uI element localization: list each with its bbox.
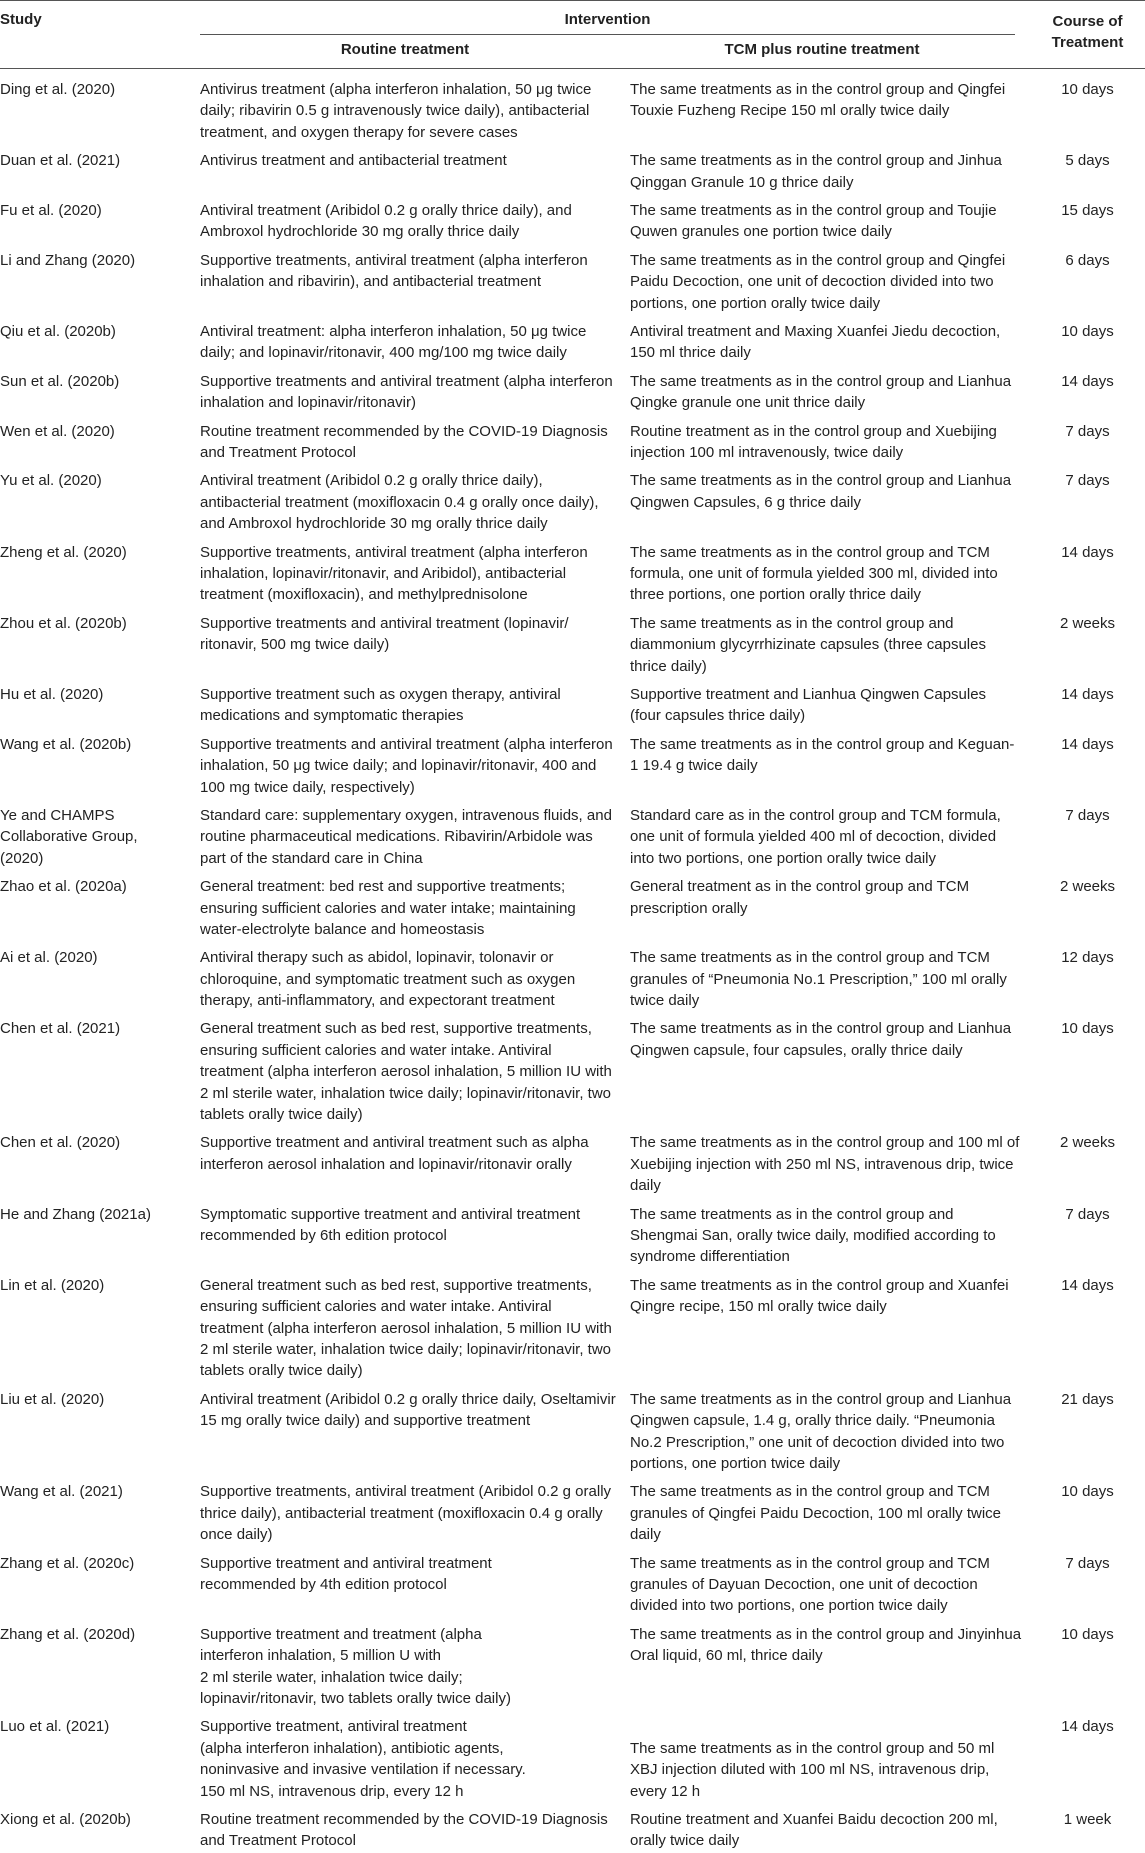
tcm-cell-line: formula, one unit of formula yielded 300 ml, divided into — [630, 564, 998, 582]
study-cell — [0, 1624, 135, 1645]
routine-cell — [200, 684, 561, 727]
tcm-cell-line: portions, one portion orally twice daily — [630, 294, 881, 312]
routine-cell-line: interferon aerosol inhalation and lopinavir/ritonavir orally — [200, 1155, 572, 1173]
tcm-cell-line: into two portions, one portion orally twice daily — [630, 849, 936, 867]
routine-cell-line: inhalation, lopinavir/ritonavir, and Aribidol), antibacterial — [200, 564, 567, 582]
study-cell — [0, 1553, 134, 1574]
study-cell — [0, 1809, 131, 1830]
routine-cell — [200, 79, 591, 143]
tcm-cell — [630, 1481, 1001, 1545]
course-cell: 2 weeks — [1059, 878, 1116, 896]
study-cell-line: He and Zhang (2021a) — [0, 1205, 151, 1223]
study-cell-line: Wen et al. (2020) — [0, 422, 115, 440]
course-cell: 2 weeks — [1059, 1134, 1116, 1152]
tcm-cell-line: one unit of formula yielded 400 ml of decoction, divided — [630, 828, 997, 846]
table-row — [0, 1475, 1145, 1546]
study-cell — [0, 421, 115, 442]
study-cell — [0, 1389, 104, 1410]
tcm-cell-line: Qinggan Granule 10 g thrice daily — [630, 173, 854, 191]
tcm-cell-line: diammonium glycyrrhizinate capsules (three capsules — [630, 636, 986, 654]
tcm-cell-line: Qingwen Capsules, 6 g thrice daily — [630, 493, 861, 511]
routine-cell-line: Supportive treatment and treatment (alpha — [200, 1625, 482, 1643]
routine-cell-line: Supportive treatments and antiviral treatment (alpha interferon — [200, 735, 613, 753]
tcm-cell-line: The same treatments as in the control group and TCM — [630, 543, 990, 561]
routine-cell-line: interferon inhalation, 5 million U with — [200, 1647, 441, 1665]
tcm-cell — [630, 250, 1005, 314]
course-cell: 10 days — [1061, 322, 1114, 340]
course-cell: 14 days — [1061, 543, 1114, 561]
study-cell — [0, 470, 102, 491]
course-cell: 15 days — [1061, 201, 1114, 219]
course-cell: 14 days — [1061, 1718, 1114, 1736]
table-row — [0, 315, 1145, 365]
routine-cell — [200, 1132, 589, 1175]
tcm-cell-line: prescription orally — [630, 899, 748, 917]
tcm-cell — [630, 321, 1000, 364]
tcm-cell — [630, 805, 1001, 869]
tcm-cell-line: The same treatments as in the control group and Qingfei — [630, 251, 1006, 269]
tcm-cell-line: Routine treatment as in the control group and Xuebijing — [630, 422, 997, 440]
study-cell — [0, 734, 131, 755]
tcm-cell-line: The same treatments as in the control group and Keguan- — [630, 735, 1015, 753]
table-row — [0, 678, 1145, 728]
routine-cell-line: lopinavir/ritonavir, two tablets orally twice daily) — [200, 1690, 511, 1708]
tcm-cell-line: The same treatments as in the control group and TCM — [630, 1483, 990, 1501]
routine-cell-line: daily; and lopinavir/ritonavir, 400 mg/100 mg twice daily — [200, 344, 567, 362]
course-cell: 7 days — [1065, 472, 1110, 490]
routine-cell — [200, 1204, 580, 1247]
routine-cell-line: inhalation, 50 μg twice daily; and lopinavir/ritonavir, 400 and — [200, 757, 597, 775]
routine-cell-line: ritonavir, 500 mg twice daily) — [200, 636, 390, 654]
tcm-cell-line: granules of Dayuan Decoction, one unit of decoction — [630, 1576, 978, 1594]
course-cell: 7 days — [1065, 1205, 1110, 1223]
study-cell-line: Collaborative Group, — [0, 828, 138, 846]
tcm-cell-line: Paidu Decoction, one unit of decoction divided into two — [630, 273, 994, 291]
study-cell-line: Fu et al. (2020) — [0, 201, 102, 219]
table-row — [0, 1126, 1145, 1197]
course-cell: 1 week — [1063, 1811, 1112, 1828]
tcm-cell-line: Xuebijing injection with 250 ml NS, intravenous drip, twice — [630, 1155, 1014, 1173]
course-cell: 10 days — [1061, 1483, 1114, 1501]
tcm-cell-line: The same treatments as in the control group and Lianhua — [630, 1390, 1012, 1408]
tcm-cell — [630, 947, 1007, 1011]
routine-cell-line: Antiviral treatment (Aribidol 0.2 g orally thrice daily, Oseltamivir — [200, 1390, 616, 1408]
tcm-cell-line: The same treatments as in the control group and Jinhua — [630, 152, 1002, 170]
routine-cell-line: daily; ribavirin 0.5 g intravenously twice daily), antibacterial — [200, 102, 590, 120]
study-cell — [0, 542, 127, 563]
tcm-cell-line: Standard care as in the control group and TCM formula, — [630, 806, 1001, 824]
routine-cell — [200, 321, 586, 364]
routine-cell-line: ensuring sufficient calories and water intake. Antiviral — [200, 1298, 552, 1316]
tcm-cell — [630, 79, 1005, 122]
routine-cell-line: Supportive treatments and antiviral treatment (alpha interferon — [200, 372, 613, 390]
header-course-line: Course of — [1052, 13, 1123, 30]
routine-cell-line: Routine treatment recommended by the COVID-19 Diagnosis — [200, 1811, 608, 1828]
study-cell-line: Chen et al. (2021) — [0, 1020, 121, 1038]
study-cell — [0, 1132, 120, 1153]
tcm-cell — [630, 1132, 1019, 1196]
tcm-cell — [630, 371, 1011, 414]
tcm-cell-line: every 12 h — [630, 1782, 701, 1800]
routine-cell-line: treatment (alpha interferon aerosol inhalation, 5 million IU with — [200, 1319, 612, 1337]
routine-cell-line: Symptomatic supportive treatment and antiviral treatment — [200, 1205, 581, 1223]
study-cell-line: Chen et al. (2020) — [0, 1134, 121, 1152]
tcm-cell — [630, 1624, 1021, 1667]
table-row — [0, 194, 1145, 244]
routine-cell-line: antibacterial treatment (moxifloxacin 0.4 g orally once daily), — [200, 493, 599, 511]
routine-cell-line: Ambroxol hydrochloride 30 mg orally thrice daily — [200, 223, 520, 241]
study-cell-line: Zheng et al. (2020) — [0, 543, 127, 561]
routine-cell-line: 2 ml sterile water, inhalation twice daily; — [200, 1668, 463, 1686]
routine-cell-line: Antiviral treatment: alpha interferon inhalation, 50 μg twice — [200, 322, 587, 340]
table-row — [0, 144, 1145, 194]
tcm-cell — [630, 684, 986, 727]
course-cell: 14 days — [1061, 372, 1114, 390]
table-row — [0, 1803, 1145, 1853]
table-row — [0, 607, 1145, 678]
routine-cell-line: Antivirus treatment (alpha interferon inhalation, 50 μg twice — [200, 81, 592, 98]
course-cell: 10 days — [1061, 81, 1114, 98]
tcm-cell-line: Qingwen capsule, 1.4 g, orally thrice daily. “Pneumonia — [630, 1412, 995, 1430]
study-cell-line: Luo et al. (2021) — [0, 1718, 110, 1736]
table-row — [0, 728, 1145, 799]
routine-cell-line: ensuring sufficient calories and water intake; maintaining — [200, 899, 576, 917]
table-row — [0, 870, 1145, 941]
routine-cell-line: Antiviral treatment (Aribidol 0.2 g orally thrice daily), and — [200, 201, 572, 219]
routine-cell-line: noninvasive and invasive ventilation if necessary. — [200, 1761, 526, 1779]
routine-cell-line: and Treatment Protocol — [200, 443, 356, 461]
tcm-cell-line: granules of “Pneumonia No.1 Prescription,” 100 ml orally — [630, 970, 1007, 988]
tcm-cell-line: The same treatments as in the control group and Lianhua — [630, 1020, 1012, 1038]
tcm-cell-line: The same treatments as in the control group and Xuanfei — [630, 1276, 1009, 1294]
tcm-cell — [630, 1204, 996, 1268]
tcm-cell — [630, 876, 969, 919]
study-cell — [0, 200, 102, 221]
study-cell — [0, 1716, 109, 1737]
routine-cell — [200, 613, 569, 656]
header-course-line: Treatment — [1051, 34, 1124, 51]
course-cell: 5 days — [1065, 152, 1110, 170]
routine-cell — [200, 250, 588, 293]
tcm-cell-line: The same treatments as in the control group and 100 ml of — [630, 1134, 1020, 1152]
table-row — [0, 1198, 1145, 1269]
tcm-cell — [630, 542, 998, 606]
table-row — [0, 1012, 1145, 1126]
routine-cell — [200, 1716, 526, 1802]
table-row — [0, 1269, 1145, 1383]
tcm-cell-line: Touxie Fuzheng Recipe 150 ml orally twice daily — [630, 102, 950, 120]
tcm-cell-line: (four capsules thrice daily) — [630, 707, 806, 725]
course-cell: 10 days — [1061, 1020, 1114, 1038]
routine-cell-line: 2 ml sterile water, inhalation twice daily; lopinavir/ritonavir, two — [200, 1084, 612, 1102]
routine-cell-line: General treatment: bed rest and supportive treatments; — [200, 878, 566, 896]
table-row — [0, 536, 1145, 607]
course-cell: 6 days — [1065, 251, 1110, 269]
study-cell — [0, 876, 127, 897]
routine-cell-line: Supportive treatments and antiviral treatment (lopinavir/ — [200, 614, 569, 632]
routine-cell-line: 2 ml sterile water, inhalation twice daily; lopinavir/ritonavir, two — [200, 1341, 612, 1359]
table-row — [0, 365, 1145, 415]
routine-cell-line: tablets orally twice daily) — [200, 1106, 363, 1124]
tcm-cell-line: Supportive treatment and Lianhua Qingwen Capsules — [630, 685, 987, 703]
top-rule — [0, 0, 1145, 1]
study-cell-line: Yu et al. (2020) — [0, 472, 102, 490]
routine-cell — [200, 1624, 511, 1710]
study-cell — [0, 250, 135, 271]
routine-cell-line: General treatment such as bed rest, supportive treatments, — [200, 1020, 592, 1038]
tcm-cell — [630, 470, 1011, 513]
study-cell-line: Ye and CHAMPS — [0, 806, 115, 824]
tcm-cell-line: The same treatments as in the control group and — [630, 614, 954, 632]
tcm-cell-line: The same treatments as in the control group and — [630, 1205, 954, 1223]
routine-cell — [200, 1275, 612, 1382]
tcm-cell — [630, 421, 997, 464]
routine-cell — [200, 734, 613, 798]
tcm-cell-line: No.2 Prescription,” one unit of decoction divided into two — [630, 1433, 1005, 1451]
routine-cell-line: therapy, anti-inflammatory, and expectorant treatment — [200, 992, 555, 1010]
study-cell-line: Hu et al. (2020) — [0, 685, 104, 703]
tcm-cell-line: Qingke granule one unit thrice daily — [630, 394, 866, 412]
tcm-cell — [630, 734, 1014, 777]
study-cell — [0, 321, 116, 342]
tcm-cell-line: The same treatments as in the control group and TCM — [630, 1554, 990, 1572]
study-cell — [0, 371, 119, 392]
routine-cell-line: Supportive treatments, antiviral treatment (alpha interferon — [200, 543, 588, 561]
course-cell: 21 days — [1061, 1390, 1114, 1408]
table-row — [0, 415, 1145, 465]
tcm-cell-line: The same treatments as in the control group and Qingfei — [630, 81, 1006, 98]
tcm-cell — [630, 200, 997, 243]
tcm-cell-line: Qingre recipe, 150 ml orally twice daily — [630, 1298, 887, 1316]
header-study: Study — [0, 11, 42, 28]
routine-cell-line: and Ambroxol hydrochloride 30 mg orally thrice daily — [200, 515, 548, 533]
routine-cell-line: routine pharmaceutical medications. Ribavirin/Arbidole was — [200, 828, 593, 846]
routine-cell-line: Supportive treatment and antiviral treatment such as alpha — [200, 1134, 589, 1152]
routine-cell-line: water-electrolyte balance and homeostasis — [200, 920, 485, 938]
study-cell — [0, 1018, 120, 1039]
routine-cell-line: ensuring sufficient calories and water intake. Antiviral — [200, 1041, 552, 1059]
study-cell — [0, 1275, 104, 1296]
routine-cell-line: thrice daily), antibacterial treatment (moxifloxacin 0.4 g orally — [200, 1504, 603, 1522]
table-row — [0, 1618, 1145, 1711]
tcm-cell-line: orally twice daily — [630, 1832, 740, 1850]
tcm-cell-line: Qingwen capsule, four capsules, orally thrice daily — [630, 1041, 963, 1059]
study-cell-line: Ding et al. (2020) — [0, 81, 116, 98]
routine-cell-line: recommended by 4th edition protocol — [200, 1576, 447, 1594]
routine-cell — [200, 200, 572, 243]
routine-cell-line: Antiviral treatment (Aribidol 0.2 g orally thrice daily), — [200, 472, 543, 490]
tcm-cell-line: three portions, one portion orally thrice daily — [630, 586, 921, 604]
routine-cell-line: Supportive treatments, antiviral treatment (Aribidol 0.2 g orally — [200, 1483, 612, 1501]
routine-cell — [200, 876, 576, 940]
tcm-cell — [630, 1809, 998, 1852]
tcm-cell-line: The same treatments as in the control group and TCM — [630, 949, 990, 967]
table-row — [0, 799, 1145, 870]
study-cell-line: Zhang et al. (2020c) — [0, 1554, 135, 1572]
course-cell: 7 days — [1065, 1554, 1110, 1572]
study-cell-line: Xiong et al. (2020b) — [0, 1811, 131, 1828]
study-cell-line: Sun et al. (2020b) — [0, 372, 120, 390]
tcm-cell-line: portions, one portion twice daily — [630, 1455, 841, 1473]
tcm-cell-line: Quwen granules one portion twice daily — [630, 223, 892, 241]
routine-cell-line: treatment (moxifloxacin), and methylprednisolone — [200, 586, 528, 604]
course-cell: 10 days — [1061, 1625, 1114, 1643]
study-cell-line: Zhou et al. (2020b) — [0, 614, 127, 632]
routine-cell-line: medications and symptomatic therapies — [200, 707, 464, 725]
tcm-cell-line: twice daily — [630, 992, 700, 1010]
tcm-cell-line: Shengmai San, orally twice daily, modified according to — [630, 1227, 996, 1245]
study-cell — [0, 1481, 123, 1502]
routine-cell — [200, 805, 612, 869]
tcm-cell-line: The same treatments as in the control group and Lianhua — [630, 472, 1012, 490]
header-tcm: TCM plus routine treatment — [724, 41, 920, 58]
header-course — [1030, 11, 1145, 53]
routine-cell — [200, 470, 599, 534]
routine-cell — [200, 542, 588, 606]
study-cell — [0, 1204, 151, 1225]
header-intervention: Intervention — [564, 11, 651, 28]
tcm-cell-line: The same treatments as in the control group and Jinyinhua — [630, 1625, 1022, 1643]
tcm-cell-line: 1 19.4 g twice daily — [630, 757, 758, 775]
routine-cell-line: treatment, and oxygen therapy for severe cases — [200, 123, 518, 141]
table-row — [0, 941, 1145, 1012]
tcm-cell — [630, 613, 986, 677]
table-row — [0, 73, 1145, 144]
study-cell-line: Zhang et al. (2020d) — [0, 1625, 136, 1643]
study-cell — [0, 947, 98, 968]
study-cell-line: Wang et al. (2020b) — [0, 735, 132, 753]
study-cell — [0, 684, 103, 705]
tcm-cell — [630, 1553, 990, 1617]
routine-cell — [200, 1018, 612, 1125]
routine-cell — [200, 1481, 611, 1545]
study-cell-line: Ai et al. (2020) — [0, 949, 98, 967]
tcm-cell-line: Oral liquid, 60 ml, thrice daily — [630, 1647, 823, 1665]
study-cell-line: Li and Zhang (2020) — [0, 251, 136, 269]
study-cell-line: Wang et al. (2021) — [0, 1483, 123, 1501]
routine-cell — [200, 1553, 492, 1596]
tcm-cell-line: The same treatments as in the control group and 50 ml — [630, 1739, 995, 1757]
routine-cell-line: Supportive treatment such as oxygen therapy, antiviral — [200, 685, 561, 703]
table-row — [0, 1383, 1145, 1476]
tcm-cell-line — [630, 1716, 994, 1737]
tcm-cell-line: The same treatments as in the control group and Lianhua — [630, 372, 1012, 390]
tcm-cell-line: granules of Qingfei Paidu Decoction, 100 ml orally twice — [630, 1504, 1002, 1522]
routine-cell-line: Antivirus treatment and antibacterial treatment — [200, 152, 507, 170]
routine-cell-line: tablets orally twice daily) — [200, 1362, 363, 1380]
study-cell — [0, 150, 120, 171]
tcm-cell-line: Antiviral treatment and Maxing Xuanfei Jiedu decoction, — [630, 322, 1001, 340]
tcm-cell-line: daily — [630, 1177, 661, 1195]
study-cell-line: Liu et al. (2020) — [0, 1390, 105, 1408]
course-cell: 7 days — [1065, 806, 1110, 824]
tcm-cell-line: 150 ml thrice daily — [630, 344, 751, 362]
routine-cell-line: inhalation and ribavirin), and antibacterial treatment — [200, 273, 542, 291]
routine-cell — [200, 947, 575, 1011]
routine-cell-line: Antiviral therapy such as abidol, lopinavir, tolonavir or — [200, 949, 554, 967]
routine-cell-line: chloroquine, and symptomatic treatment such as oxygen — [200, 970, 576, 988]
routine-cell-line: treatment (alpha interferon aerosol inhalation, 5 million IU with — [200, 1063, 612, 1081]
routine-cell-line: Standard care: supplementary oxygen, intravenous fluids, and — [200, 806, 612, 824]
table-body — [0, 73, 1145, 1853]
tcm-cell-line: thrice daily) — [630, 657, 707, 675]
table-row — [0, 1710, 1145, 1803]
header-sub-rule — [200, 34, 1015, 35]
study-cell-line: Qiu et al. (2020b) — [0, 322, 116, 340]
study-cell — [0, 613, 127, 634]
course-cell: 2 weeks — [1059, 614, 1116, 632]
table-row — [0, 1547, 1145, 1618]
study-cell-line: Duan et al. (2021) — [0, 152, 121, 170]
tcm-cell-line: syndrome differentiation — [630, 1248, 790, 1266]
routine-cell-line: inhalation and lopinavir/ritonavir) — [200, 394, 416, 412]
header-routine: Routine treatment — [340, 41, 470, 58]
routine-cell-line: Supportive treatment, antiviral treatment — [200, 1718, 467, 1736]
tcm-cell — [630, 1716, 994, 1802]
tcm-cell — [630, 1018, 1011, 1061]
table-row — [0, 244, 1145, 315]
header-rule — [0, 68, 1145, 69]
routine-cell — [200, 150, 507, 171]
routine-cell-line: Routine treatment recommended by the COVID-19 Diagnosis — [200, 422, 608, 440]
tcm-cell — [630, 1389, 1011, 1475]
tcm-cell-line: divided into two portions, one portion twice daily — [630, 1597, 948, 1615]
routine-cell-line: and Treatment Protocol — [200, 1832, 356, 1850]
routine-cell-line: 150 ml NS, intravenous drip, every 12 h — [200, 1782, 464, 1800]
routine-cell — [200, 1809, 608, 1852]
routine-cell-line: part of the standard care in China — [200, 849, 423, 867]
study-cell-line: Zhao et al. (2020a) — [0, 878, 127, 896]
tcm-cell — [630, 150, 1002, 193]
tcm-cell-line: The same treatments as in the control group and Toujie — [630, 201, 997, 219]
study-cell-line: Lin et al. (2020) — [0, 1276, 105, 1294]
course-cell: 12 days — [1061, 949, 1114, 967]
routine-cell — [200, 421, 608, 464]
tcm-cell — [630, 1275, 1009, 1318]
table-row — [0, 464, 1145, 535]
course-cell: 14 days — [1061, 735, 1114, 753]
tcm-cell-line: Routine treatment and Xuanfei Baidu decoction 200 ml, — [630, 1811, 998, 1828]
tcm-cell-line: General treatment as in the control group and TCM — [630, 878, 970, 896]
course-cell: 14 days — [1061, 685, 1114, 703]
tcm-cell-line: daily — [630, 1526, 661, 1544]
study-cell — [0, 79, 115, 100]
routine-cell-line: once daily) — [200, 1526, 273, 1544]
study-cell — [0, 805, 138, 869]
tcm-cell-line: injection 100 ml intravenously, twice daily — [630, 443, 904, 461]
routine-cell-line: General treatment such as bed rest, supportive treatments, — [200, 1276, 592, 1294]
course-cell: 14 days — [1061, 1276, 1114, 1294]
tcm-cell-line: XBJ injection diluted with 100 ml NS, intravenous drip, — [630, 1761, 990, 1779]
routine-cell — [200, 1389, 616, 1432]
routine-cell-line: Supportive treatment and antiviral treatment — [200, 1554, 492, 1572]
routine-cell-line: 100 mg twice daily, respectively) — [200, 778, 415, 796]
routine-cell-line: (alpha interferon inhalation), antibiotic agents, — [200, 1739, 504, 1757]
routine-cell-line: 15 mg orally twice daily) and supportive treatment — [200, 1412, 531, 1430]
routine-cell-line: recommended by 6th edition protocol — [200, 1227, 447, 1245]
routine-cell-line: Supportive treatments, antiviral treatment (alpha interferon — [200, 251, 588, 269]
routine-cell — [200, 371, 613, 414]
course-cell: 7 days — [1065, 422, 1110, 440]
study-cell-line: (2020) — [0, 849, 44, 867]
